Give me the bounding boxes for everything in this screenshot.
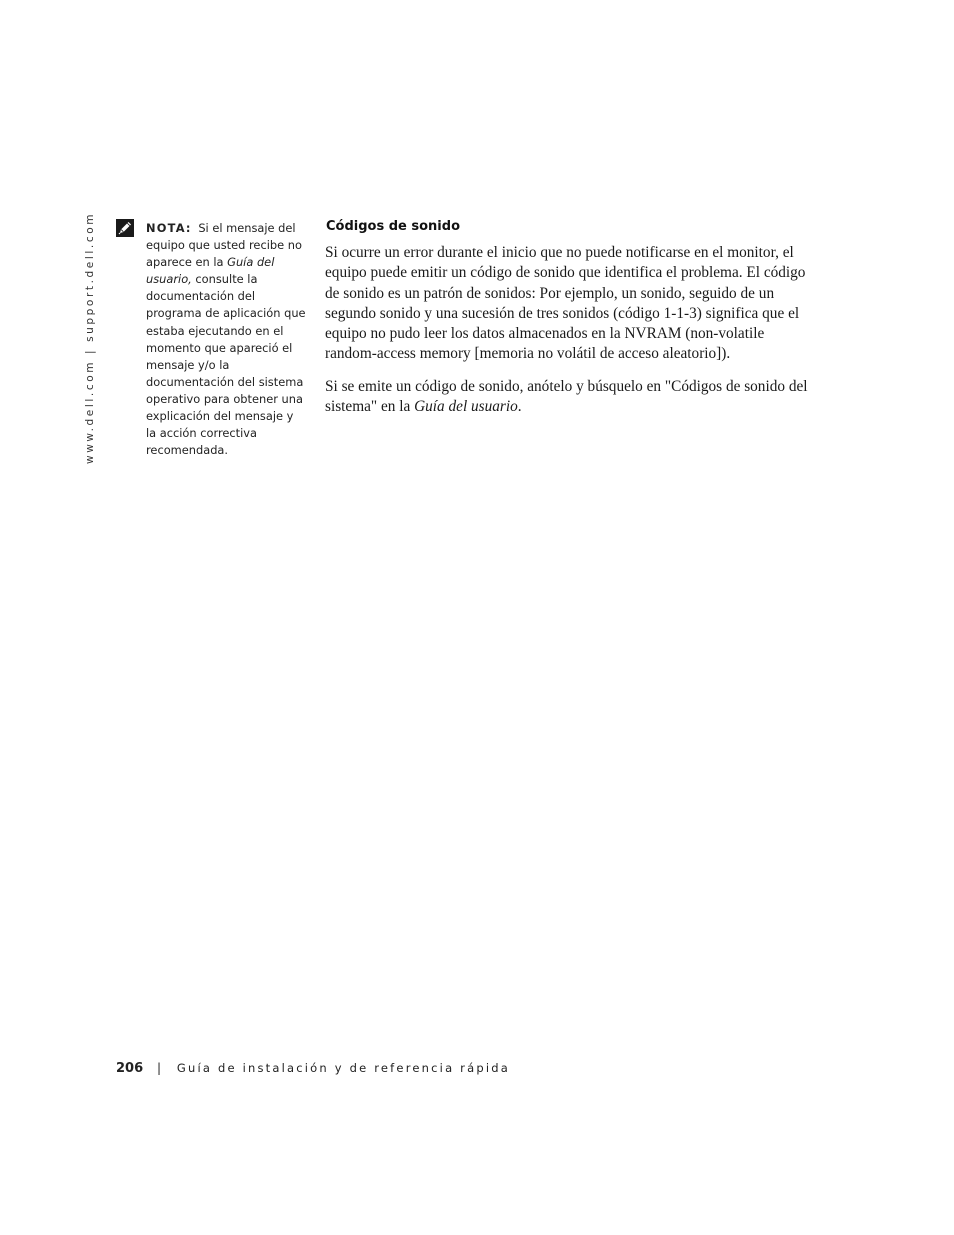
- note-label: NOTA:: [146, 221, 192, 235]
- section-paragraph-1: [325, 243, 817, 365]
- paragraph-2-end: .: [517, 398, 522, 416]
- section-paragraph-2: [325, 377, 817, 418]
- footer-separator: |: [156, 1061, 162, 1075]
- page-number: 206: [116, 1061, 144, 1076]
- paragraph-2-text: Si se emite un código de sonido, anótelo y búsquelo en "Códigos de sonido del sistema" en la: [325, 378, 808, 416]
- note-text-after: consulte la documentación del programa de aplicación que estaba ejecutando en el momento que apareció el mensaje y/o la documentación del sistema operativo para obtener una explicación del mensaje y la acción correctiva recomendada.: [146, 272, 306, 458]
- paragraph-1-text: Si ocurre un error durante el inicio que no puede notificarse en el monitor, el equipo puede emitir un código de sonido que identifica el problema. El código de sonido es un patrón de sonidos: Por ejemplo, un sonido, seguido de un segundo sonido y una sucesión de tres sonidos (código 1-1-3) significa que el equipo no pudo leer los datos almacenados en la NVRAM (non-volatile random-access memory [memoria no volátil de acceso aleatorio]).: [325, 244, 806, 363]
- note-guide-title: Guía del usuario,: [146, 255, 275, 287]
- note-pencil-icon: [116, 219, 134, 237]
- note-text-before: Si el mensaje del equipo que usted recibe no aparece en la: [146, 221, 302, 270]
- note-block: [146, 220, 306, 459]
- sidebar-url: www.dell.com | support.dell.com: [84, 211, 96, 464]
- section-heading: Códigos de sonido: [326, 219, 460, 234]
- footer-title: Guía de instalación y de referencia rápida: [176, 1061, 510, 1075]
- paragraph-2-guide-title: Guía del usuario: [414, 398, 518, 416]
- page-footer: [116, 1061, 510, 1076]
